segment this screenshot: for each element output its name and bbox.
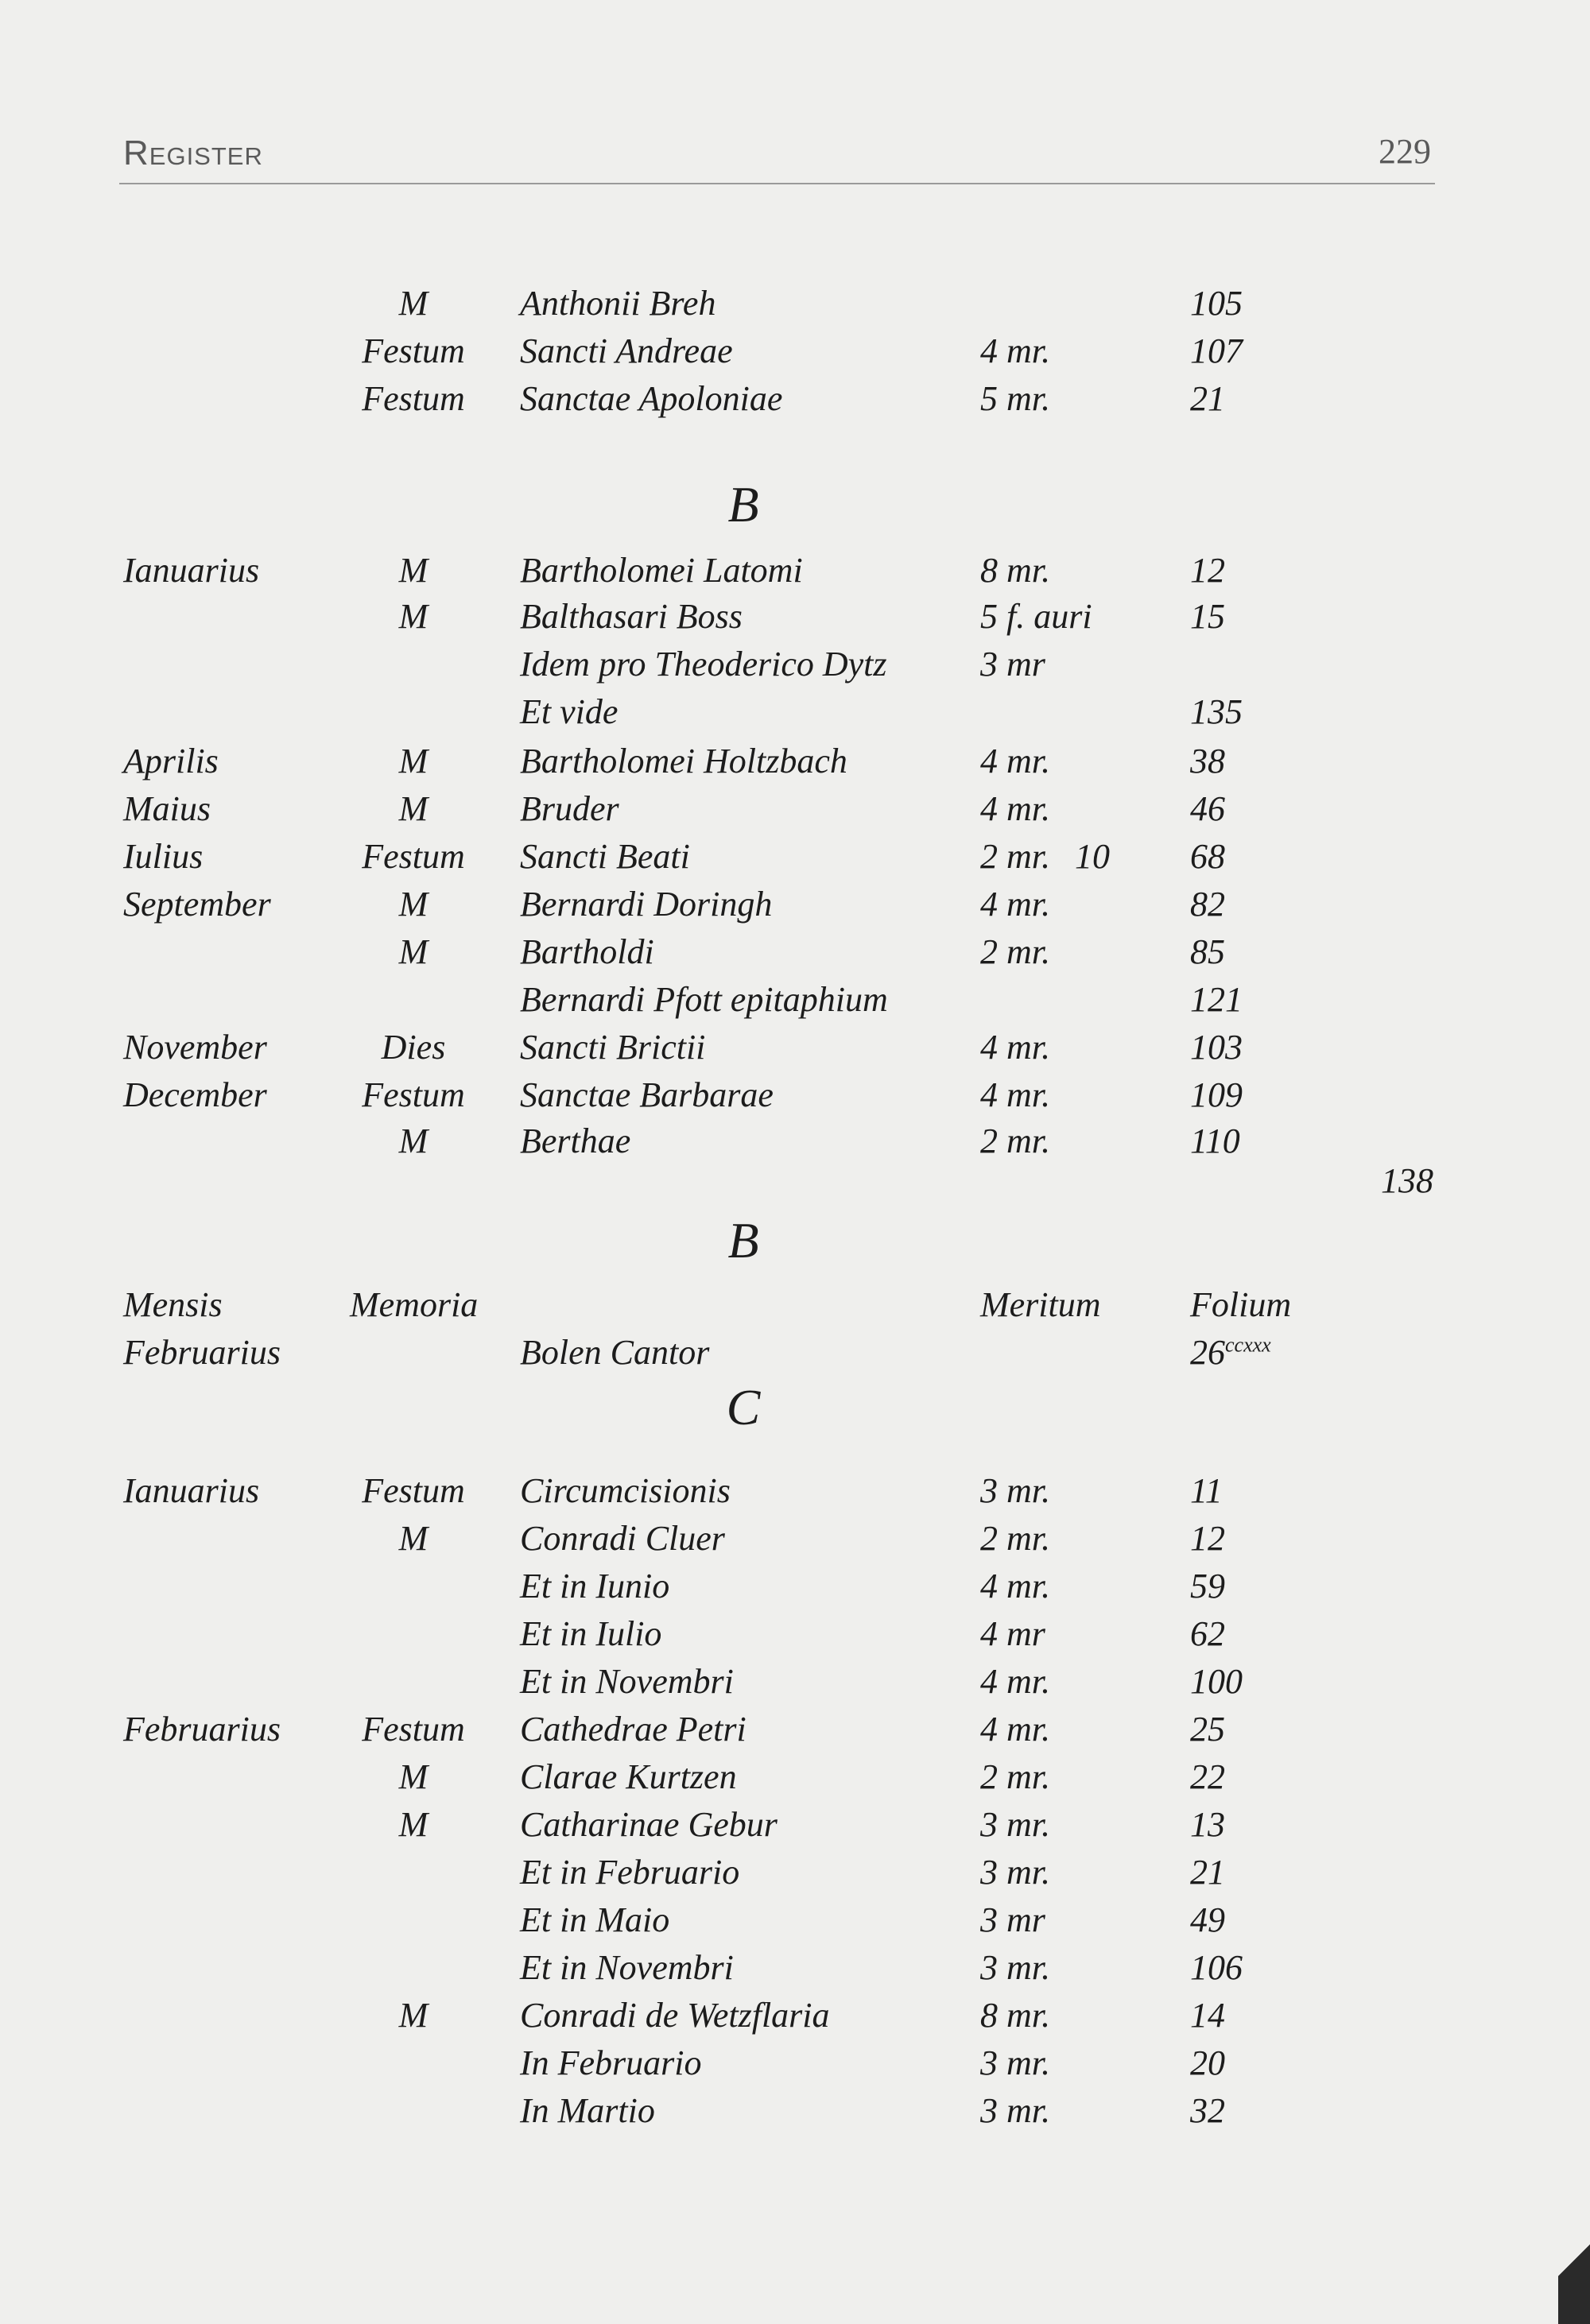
entry-type: M	[398, 1757, 429, 1796]
entry-amount: Meritum	[980, 1285, 1101, 1324]
entry-type: M	[398, 1121, 429, 1160]
entry-folio-superscript: ccxxx	[1225, 1333, 1271, 1357]
entry-folio: 138	[1381, 1161, 1433, 1200]
section-letter: B	[727, 476, 759, 533]
entry-type: M	[398, 885, 429, 924]
entry-name: Et in Februario	[520, 1853, 740, 1892]
entry-month: Aprilis	[123, 742, 219, 780]
entry-name: Bernardi Pfott epitaphium	[520, 980, 888, 1019]
entry-amount: 8 mr.	[980, 551, 1051, 590]
entry-type: Festum	[362, 1471, 465, 1510]
entry-type: M	[398, 284, 429, 323]
entry-amount: 2 mr.	[980, 932, 1051, 971]
entry-type: M	[398, 789, 429, 828]
register-row	[0, 2039, 1590, 2087]
entry-amount: 3 mr.	[980, 1853, 1051, 1892]
register-row	[0, 1801, 1590, 1849]
entry-folio: 11	[1190, 1471, 1223, 1510]
entry-name: Catharinae Gebur	[520, 1805, 778, 1844]
entry-type: M	[398, 1519, 429, 1558]
entry-folio: 135	[1190, 692, 1243, 731]
entry-folio: 121	[1190, 980, 1243, 1019]
entry-name: Bartholomei Holtzbach	[520, 742, 847, 780]
entry-folio: 22	[1190, 1757, 1225, 1796]
entry-type: Festum	[362, 331, 465, 370]
entry-amount: 4 mr	[980, 1614, 1045, 1653]
entry-amount: 5 mr.	[980, 379, 1051, 418]
entry-folio: 21	[1190, 379, 1225, 418]
entry-amount: 4 mr.	[980, 885, 1051, 924]
entry-folio: 49	[1190, 1900, 1225, 1939]
register-row	[0, 738, 1590, 785]
register-row	[0, 1706, 1590, 1753]
page-number: 229	[1379, 132, 1431, 171]
entry-name: In Februario	[520, 2043, 702, 2082]
entry-amount: 3 mr	[980, 1900, 1045, 1939]
entry-month: September	[123, 885, 271, 924]
entry-folio: 38	[1190, 742, 1225, 780]
register-row	[0, 1992, 1590, 2039]
entry-name: Et in Novembri	[520, 1948, 734, 1987]
entry-amount: 4 mr.	[980, 331, 1051, 370]
register-row	[0, 1071, 1590, 1119]
entry-folio: Folium	[1190, 1285, 1292, 1324]
entry-amount: 4 mr.	[980, 1710, 1051, 1749]
entry-amount: 3 mr	[980, 645, 1045, 684]
entry-type: Festum	[362, 379, 465, 418]
register-row	[0, 1944, 1590, 1992]
register-row	[0, 785, 1590, 833]
register-row	[0, 1753, 1590, 1801]
register-row	[0, 1610, 1590, 1658]
register-row	[0, 375, 1590, 423]
entry-amount: 3 mr.	[980, 1948, 1051, 1987]
register-row	[0, 2087, 1590, 2135]
entry-folio: 106	[1190, 1948, 1243, 1987]
entry-name: Bruder	[520, 789, 619, 828]
entry-name: Sanctae Barbarae	[520, 1075, 774, 1114]
register-row	[0, 881, 1590, 928]
register-row	[0, 1024, 1590, 1071]
register-row	[0, 280, 1590, 327]
entry-name: Conradi de Wetzflaria	[520, 1996, 830, 2035]
entry-name: Sanctae Apoloniae	[520, 379, 783, 418]
entry-type: M	[398, 742, 429, 780]
register-row	[0, 593, 1590, 641]
entry-amount: 4 mr.	[980, 1662, 1051, 1701]
entry-name: Bolen Cantor	[520, 1333, 710, 1372]
page-corner-shadow	[1558, 2197, 1590, 2324]
entry-folio: 12	[1190, 1519, 1225, 1558]
section-letter: B	[727, 1212, 759, 1269]
entry-month: Februarius	[123, 1710, 281, 1749]
entry-month: Maius	[123, 789, 211, 828]
entry-folio: 105	[1190, 284, 1243, 323]
entry-month: December	[123, 1075, 267, 1114]
entry-folio: 62	[1190, 1614, 1225, 1653]
entry-month: Mensis	[123, 1285, 223, 1324]
entry-amount: 3 mr.	[980, 2091, 1051, 2130]
register-row	[0, 1329, 1590, 1377]
entry-name: Berthae	[520, 1121, 631, 1160]
entry-name: Sancti Andreae	[520, 331, 733, 370]
entry-name: In Martio	[520, 2091, 655, 2130]
entry-type: M	[398, 597, 429, 636]
entry-type: Festum	[362, 1075, 465, 1114]
entry-amount: 4 mr.	[980, 1028, 1051, 1067]
register-row	[0, 833, 1590, 881]
register-row	[0, 1467, 1590, 1515]
entry-type: Dies	[381, 1028, 446, 1067]
register-row	[0, 327, 1590, 375]
entry-folio: 100	[1190, 1662, 1243, 1701]
entry-folio: 59	[1190, 1567, 1225, 1605]
register-row	[0, 976, 1590, 1024]
entry-type: M	[398, 551, 429, 590]
entry-folio: 12	[1190, 551, 1225, 590]
entry-type: Festum	[362, 837, 465, 876]
entry-folio: 68	[1190, 837, 1225, 876]
entry-name: Et in Maio	[520, 1900, 670, 1939]
entry-amount: 4 mr.	[980, 789, 1051, 828]
entry-name: Conradi Cluer	[520, 1519, 725, 1558]
entry-folio: 85	[1190, 932, 1225, 971]
entry-folio: 20	[1190, 2043, 1225, 2082]
entry-folio: 109	[1190, 1075, 1243, 1114]
register-row	[0, 641, 1590, 688]
entry-folio: 107	[1190, 331, 1243, 370]
register-row	[0, 1281, 1590, 1329]
entry-name: Cathedrae Petri	[520, 1710, 747, 1749]
entry-folio-number: 26	[1190, 1333, 1225, 1372]
entry-name: Et in Iunio	[520, 1567, 670, 1605]
register-row	[0, 1896, 1590, 1944]
entry-name: Bartholdi	[520, 932, 654, 971]
entry-type: M	[398, 1805, 429, 1844]
entry-folio	[1190, 1329, 1271, 1377]
register-row	[0, 688, 1590, 736]
entry-folio: 13	[1190, 1805, 1225, 1844]
entry-amount: 4 mr.	[980, 1567, 1051, 1605]
entry-folio: 15	[1190, 597, 1225, 636]
entry-amount: 4 mr.	[980, 1075, 1051, 1114]
entry-name: Sancti Brictii	[520, 1028, 706, 1067]
entry-name: Circumcisionis	[520, 1471, 731, 1510]
entry-month: Ianuarius	[123, 551, 260, 590]
entry-folio: 14	[1190, 1996, 1225, 2035]
entry-folio: 32	[1190, 2091, 1225, 2130]
register-row	[0, 547, 1590, 595]
entry-extra: 10	[1075, 837, 1110, 876]
entry-month: Iulius	[123, 837, 204, 876]
entry-folio: 103	[1190, 1028, 1243, 1067]
entry-folio: 21	[1190, 1853, 1225, 1892]
entry-name: Et in Novembri	[520, 1662, 734, 1701]
running-head-title: Register	[123, 134, 263, 172]
entry-amount: 3 mr.	[980, 1805, 1051, 1844]
entry-type: M	[398, 1996, 429, 2035]
entry-name: Idem pro Theoderico Dytz	[520, 645, 887, 684]
entry-name: Anthonii Breh	[520, 284, 716, 323]
register-row	[0, 1515, 1590, 1563]
entry-amount: 4 mr.	[980, 742, 1051, 780]
register-row	[0, 928, 1590, 976]
entry-amount: 3 mr.	[980, 2043, 1051, 2082]
entry-name: Sancti Beati	[520, 837, 690, 876]
entry-type: M	[398, 932, 429, 971]
entry-amount: 2 mr.	[980, 1757, 1051, 1796]
entry-amount: 8 mr.	[980, 1996, 1051, 2035]
entry-name: Clarae Kurtzen	[520, 1757, 737, 1796]
entry-month: November	[123, 1028, 267, 1067]
entry-type: Festum	[362, 1710, 465, 1749]
entry-folio: 82	[1190, 885, 1225, 924]
header-rule	[119, 183, 1435, 184]
entry-amount: 2 mr.	[980, 837, 1051, 876]
entry-amount: 3 mr.	[980, 1471, 1051, 1510]
entry-name: Et in Iulio	[520, 1614, 662, 1653]
entry-amount: 2 mr.	[980, 1519, 1051, 1558]
entry-name: Bartholomei Latomi	[520, 551, 803, 590]
entry-folio: 25	[1190, 1710, 1225, 1749]
entry-name: Et vide	[520, 692, 619, 731]
entry-folio: 46	[1190, 789, 1225, 828]
register-row	[0, 1157, 1590, 1205]
entry-amount: 5 f. auri	[980, 597, 1092, 636]
register-row	[0, 1563, 1590, 1610]
section-letter: C	[726, 1379, 761, 1435]
entry-name: Bernardi Doringh	[520, 885, 773, 924]
entry-month: Ianuarius	[123, 1471, 260, 1510]
register-row	[0, 1849, 1590, 1896]
register-row	[0, 1658, 1590, 1706]
entry-name: Balthasari Boss	[520, 597, 743, 636]
entry-month: Februarius	[123, 1333, 281, 1372]
entry-type: Memoria	[350, 1285, 479, 1324]
entry-folio: 110	[1190, 1121, 1240, 1160]
entry-amount: 2 mr.	[980, 1121, 1051, 1160]
